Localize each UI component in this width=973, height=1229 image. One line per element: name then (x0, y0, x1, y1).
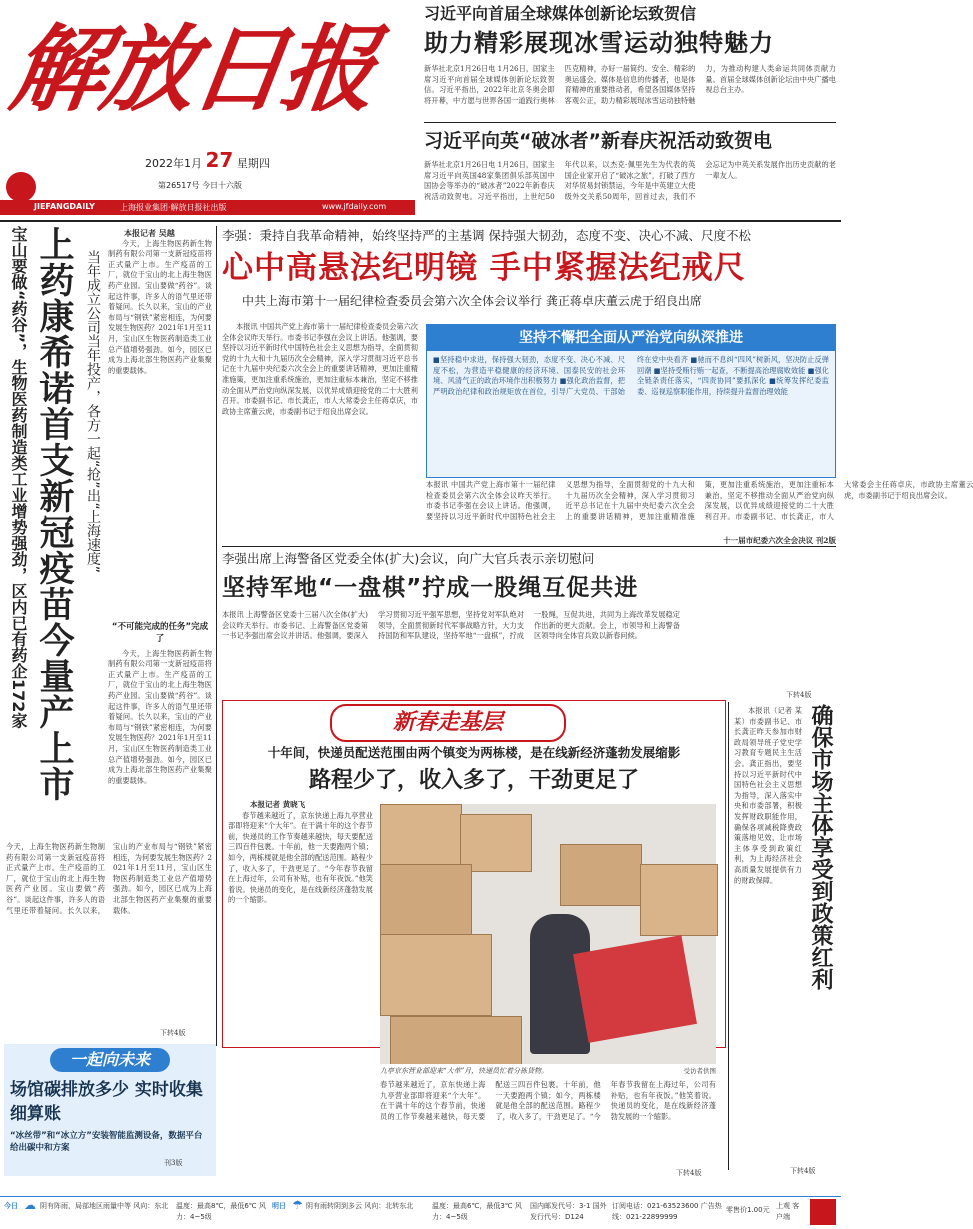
promo-sub: “冰丝带”和“冰立方”安装智能监测设备，数据平台给出碳中和方案 (10, 1131, 203, 1153)
vaccine-body-2: 今天，上海生物医药新生物制药有限公司第一支新冠疫苗将正式量产上市。生产疫苗的工厂，就位于宝山的北上海生物医药产业园。宝山要做“药谷”。谈起这件事，许多人的语气里还带着疑问。长久以来，宝山的产业布局与“钢铁”紧密相连，为何要发展生物医药？2021年1月至11月，宝山区生物医药制造类工业总产值增势强劲。如今，园区已成为上海北部生物医药产业集聚的重要载体。 (108, 648, 212, 785)
top1-headline: 助力精彩展现冰雪运动独特魅力 (424, 29, 774, 57)
vaccine-body: 今天，上海生物医药新生物制药有限公司第一支新冠疫苗将正式量产上市。生产疫苗的工厂，就位于宝山的北上海生物医药产业园。宝山要做“药谷”。谈起这件事，许多人的语气里还带着疑问。长久以来，宝山的产业布局与“钢铁”紧密相连，为何要发展生物医药？2021年1月至11月，宝山区生物医药制造类工业总产值增势强劲。如今，园区已成为上海北部生物医药产业集聚的重要载体。 (108, 238, 212, 375)
top2-headline: 习近平向英“破冰者”新春庆祝活动致贺电 (424, 130, 772, 152)
vaccine-continue[interactable]: 下转4版 (160, 1029, 186, 1037)
parcel-box (560, 844, 642, 906)
military-kicker: 李强出席上海警备区党委全体(扩大)会议，向广大官兵表示亲切慰问 (222, 551, 595, 566)
red-parcel (573, 935, 697, 1043)
footer-price: 零售价1.00元 (726, 1206, 770, 1214)
feature-text-col (228, 800, 373, 1040)
lead-box-title: 坚持不懈把全面从严治党向纵深推进 (427, 325, 835, 351)
lead-box-body: ■坚持稳中求进，保持强大韧劲，态度不变、决心不减、尺度不松，为营造平稳健康的经济环境、国泰民安的社会环境、风清气正的政治环境作出积极努力 ■强化政治监督，把严明政治纪律和政治规矩放在首位，引导广大党员、干部始终在党中央看齐 ■驰而不息纠“四风”树新风，坚决防止反弹回潮 ■坚持受贿行贿一起查，不断提高治理腐败效能 ■强化全链条责任落实，“四责协同”要抓深化 ■统筹发挥纪委监委、巡视巡察职能作用，持续提升监督治理效能 (433, 355, 829, 396)
date-year-month: 2022年1月 (145, 157, 202, 170)
military-continue[interactable]: 下转4版 (786, 691, 812, 699)
feature-photo-credit: 受访者供图 (683, 1067, 716, 1075)
feature-continue[interactable]: 下转4版 (676, 1169, 702, 1177)
vaccine-section-heading: “不可能完成的任务”完成了 (111, 621, 209, 644)
footer-today-label: 今日 (4, 1202, 18, 1210)
feature-photo (380, 804, 716, 1064)
lead-headline: 心中高悬法纪明镜 手中紧握法纪戒尺 (222, 250, 746, 286)
feature-byline: 本报记者 黄晓飞 (250, 800, 306, 809)
market-continue[interactable]: 下转4版 (790, 1167, 816, 1175)
parcel-box (380, 864, 472, 936)
top-divider-main (0, 220, 841, 222)
lead-box (426, 324, 836, 478)
feature-body: 春节越来越近了，京东快递上海九亭营业部即将迎来“个大年”。在干满十年的这个春节前，快递员的工作节奏越来越快，每天要配送三四百件包裹。十年前，他一天要跑两个镇；如今，两栋楼就是他全部的配送范围。路程少了，收入多了，干劲更足了。“今年春节我留在上海过年，公司有补贴，也有年夜饭。”他笑着说。快递员的变化，是在线新经济蓬勃发展的一个缩影。 (228, 810, 373, 905)
footer-today-temp: 温度：最高8℃，最低6℃ 风力：4~5级 (176, 1202, 266, 1221)
feature-kicker: 十年间，快递员配送范围由两个镇变为两栋楼，是在线新经济蓬勃发展缩影 (267, 745, 681, 760)
qr-code-icon[interactable] (810, 1199, 836, 1225)
footer-tomorrow-label: 明日 (272, 1202, 286, 1210)
top2-body: 新华社北京1月26日电 1月26日，国家主席习近平向英国48家集团俱乐部英国中国协会等举办的“破冰者”2022年新春庆祝活动致贺电。习近平指出，上世纪50年代以来，以杰克·佩里先生为代表的英国企业家开启了“破冰之旅”，打破了西方对华贸易封锁禁运，今年是中英建立大使级外交关系50周年，回首过去，我们不会忘记为中英关系发展作出历史贡献的老一辈友人。 (424, 160, 836, 201)
promo-box (4, 1044, 216, 1176)
market-headline: 确保市场主体享受到政策红利 (808, 704, 833, 990)
lead-continue[interactable]: 十一届市纪委六次全会决议 刊2版 (723, 536, 836, 545)
left-col-divider (216, 226, 217, 1046)
lead-body-col1: 本报讯 中国共产党上海市第十一届纪律检查委员会第六次全体会议昨天举行。市委书记李强在会议上讲话。他强调，要坚持以习近平新时代中国特色社会主义思想为指导，全面贯彻党的十九大和十九届历次全会精神，深入学习贯彻习近平总书记在十九届中央纪委六次全会上的重要讲话精神，更加注重精准施策，更加注重系统施治，更加注重标本兼治，坚定不移推动全面从严治党向纵深发展，以优异成绩迎接党的二十大胜利召开。市委副书记、市长龚正，市人大常委会主任蒋卓庆，市政协主席董云虎，市委副书记于绍良出席会议。 (222, 322, 418, 416)
promo-banner (50, 1048, 170, 1072)
weather-cloud-icon: ☁ (24, 1198, 36, 1212)
parcel-box (380, 804, 462, 866)
top-story-2 (424, 126, 836, 218)
military-body: 本报讯 上海警备区党委十三届八次全体(扩大)会议昨天举行。市委书记、上海警备区党委第一书记李强出席会议并讲话。他强调，要深入学习贯彻习近平强军思想，坚持党对军队绝对领导，全面贯彻新时代军事战略方针，大力支持国防和军队建设，坚持军地“一盘棋”，拧成一股绳，互促共进，共同为上海改革发展稳定作出新的更大贡献。会上，市领导和上海警备区领导向全体官兵致以新春问候。 (222, 610, 680, 641)
date-day: 27 (205, 148, 234, 172)
market-body: 本报讯（记者 某某）市委副书记、市长龚正昨天参加市财政局领导班子党史学习教育专题民主生活会。龚正指出，要坚持以习近平新时代中国特色社会主义思想为指导，深入落实中央和市委部署，积极发挥财政职能作用，确保各项减税降费政策落地见效，让市场主体享受到政策红利，为上海经济社会高质量发展提供有力的财政保障。 (734, 706, 802, 885)
vaccine-kicker: 宝山要做“药谷”，生物医药制造类工业增势强劲，区内已有药企172家 (9, 226, 28, 729)
lead-body-cols: 本报讯 中国共产党上海市第十一届纪律检查委员会第六次全体会议昨天举行。市委书记李强在会议上讲话。他强调，要坚持以习近平新时代中国特色社会主义思想为指导，全面贯彻党的十九大和十九届历次全会精神，深入学习贯彻习近平总书记在十九届中央纪委六次全会上的重要讲话精神，更加注重精准施策，更加注重系统施治，更加注重标本兼治，坚定不移推动全面从严治党向纵深发展，以优异成绩迎接党的二十大胜利召开。市委副书记、市长龚正，市人大常委会主任蒋卓庆，市政协主席董云虎，市委副书记于绍良出席会议。 (426, 480, 973, 521)
website-link[interactable]: www.jfdaily.com (322, 202, 387, 211)
parcel-box (380, 934, 492, 1016)
vaccine-byline: 本报记者 吴越 (124, 228, 175, 238)
lead-subhead: 中共上海市第十一届纪律检查委员会第六次全体会议举行 龚正蒋卓庆董云虎于绍良出席 (242, 294, 702, 308)
footer-service[interactable]: 上观 客户端 (776, 1202, 800, 1221)
market-divider (728, 702, 729, 1170)
feature-headline: 路程少了，收入多了，干劲更足了 (308, 768, 639, 793)
top-story-1 (424, 2, 836, 122)
jfdaily-emblem (6, 172, 36, 202)
issue-date (145, 148, 270, 172)
top1-kicker: 习近平向首届全球媒体创新论坛致贺信 (424, 4, 697, 23)
vaccine-subkicker: 当年成立公司当年投产，各方一起“抢”出“上海速度” (85, 250, 101, 574)
top-divider-1 (424, 122, 836, 123)
feature-banner-text: 新春走基层 (392, 709, 503, 735)
vaccine-body-bottom: 今天，上海生物医药新生物制药有限公司第一支新冠疫苗将正式量产上市。生产疫苗的工厂，就位于宝山的北上海生物医药产业园。宝山要做“药谷”。谈起这件事，许多人的语气里还带着疑问。长久以来，宝山的产业布局与“钢铁”紧密相连，为何要发展生物医药？2021年1月至11月，宝山区生物医药制造类工业总产值增势强劲。如今，园区已成为上海北部生物医药产业集聚的重要载体。 (6, 842, 212, 915)
footer-issn: 国内邮发代号：3-1 国外发行代号：D124 (530, 1202, 607, 1221)
footer-bar (0, 1196, 841, 1229)
top1-body: 新华社北京1月26日电 1月26日，国家主席习近平向首届全球媒体创新论坛致贺信。习近平指出，2022年北京冬奥会即将开幕，中方愿与世界各国一道践行奥林匹克精神，办好一届简约、安全、精彩的奥运盛会。媒体是信息的传播者，也是体育精神的重要推动者，希望各国媒体坚持客观公正，助力精彩展现冰雪运动独特魅力，为推动构建人类命运共同体贡献力量。首届全球媒体创新论坛由中央广播电视总台主办。 (424, 64, 836, 105)
footer-tomorrow-temp: 温度：最高6℃，最低3℃ 风力：4~5级 (432, 1202, 522, 1221)
publisher: 上海报业集团·解放日报社出版 (120, 203, 227, 212)
date-weekday: 星期四 (236, 157, 270, 170)
feature-caption: 九亭京东营业部迎来“大单”月，快递员忙着分拣货物。 (380, 1067, 549, 1075)
footer-phone: 订阅电话：021-63523600 广告热线：021-22899999 (612, 1202, 722, 1221)
footer-today-weather: 阴有阵雨，局部地区雨量中等 风向：东北 (40, 1202, 169, 1210)
vaccine-column (108, 228, 212, 840)
feature-body-bottom: 春节越来越近了，京东快递上海九亭营业部即将迎来“个大年”。在干满十年的这个春节前，快递员的工作节奏越来越快，每天要配送三四百件包裹。十年前，他一天要跑两个镇；如今，两栋楼就是他全部的配送范围。路程少了，收入多了，干劲更足了。“今年春节我留在上海过年，公司有补贴，也有年夜饭。”他笑着说。快递员的变化，是在线新经济蓬勃发展的一个缩影。 (380, 1080, 716, 1121)
promo-headline: 场馆碳排放多少 实时收集细算账 (10, 1080, 203, 1124)
feature-banner (330, 704, 566, 742)
masthead (0, 0, 415, 218)
weather-rain-icon: ☂ (292, 1198, 303, 1212)
lead-divider (222, 546, 836, 547)
military-story (222, 548, 836, 694)
military-headline: 坚持军地“一盘棋”拧成一股绳互促共进 (222, 575, 639, 601)
vaccine-headline: 上药康希诺首支新冠疫苗今量产上市 (34, 226, 74, 802)
lead-kicker: 李强：秉持自我革命精神，始终坚持严的主基调 保持强大韧劲，态度不变、决心不减、尺度不松 (222, 228, 751, 243)
masthead-bar (0, 200, 415, 215)
newspaper-logo-title: 解放日报 (4, 15, 380, 125)
parcel-box (640, 864, 718, 936)
masthead-logo-text: JIEFANGDAILY (34, 202, 95, 211)
footer-tomorrow-weather: 阴有雨转阴到多云 风向：北转东北 (306, 1202, 414, 1210)
parcel-box (390, 1016, 522, 1066)
promo-banner-text: 一起向未来 (69, 1050, 150, 1069)
promo-continue[interactable]: 刊3版 (164, 1159, 183, 1167)
issue-number: 第26517号 今日十六版 (158, 181, 242, 190)
